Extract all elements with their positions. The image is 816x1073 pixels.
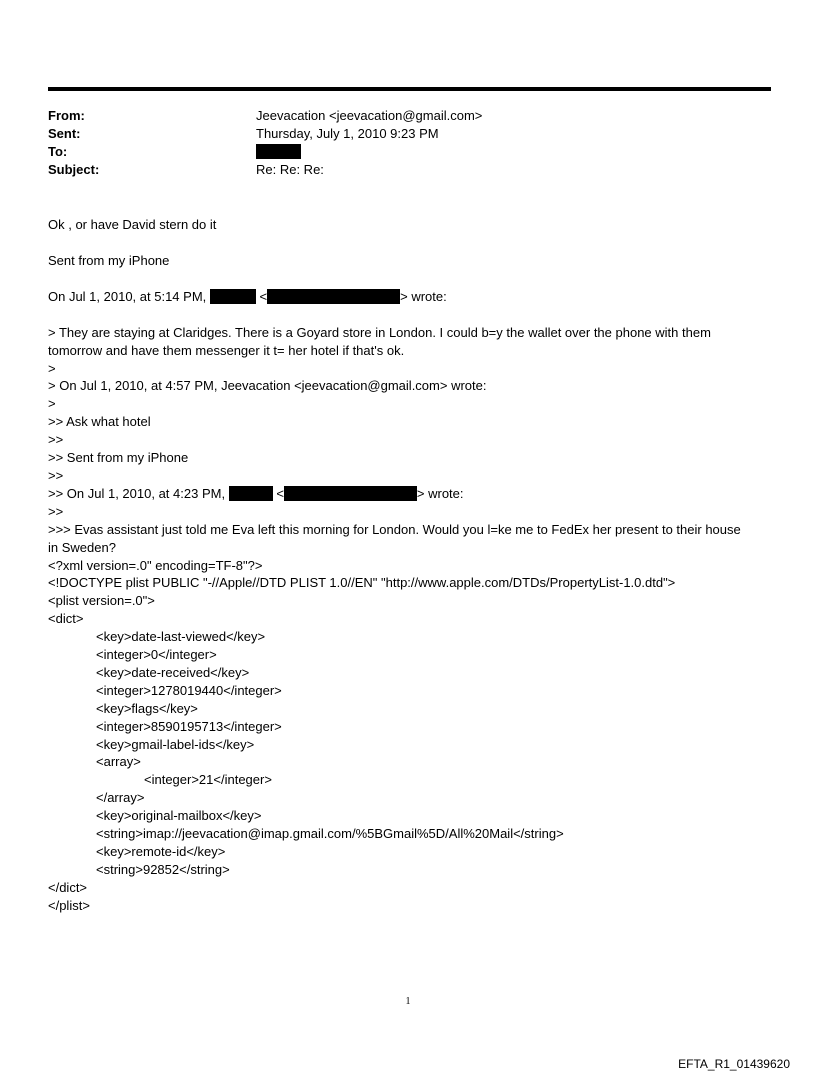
quoted-line: >> Ask what hotel xyxy=(48,414,151,430)
plist-line: <key>original-mailbox</key> xyxy=(96,808,262,824)
redaction-box xyxy=(284,486,417,501)
plist-line: </dict> xyxy=(48,879,88,895)
plist-block xyxy=(48,557,778,915)
redaction-box xyxy=(229,486,273,501)
redaction-box xyxy=(267,289,400,304)
sent-row xyxy=(48,125,768,143)
plist-line: <key>date-received</key> xyxy=(96,664,250,680)
subject-row xyxy=(48,161,768,179)
quoted-line: > They are staying at Claridges. There is a Goyard store in London. I could b=y the wallet over the phone with them xyxy=(48,324,711,340)
quoted-line: > xyxy=(48,360,56,376)
body-line: Ok , or have David stern do it xyxy=(48,217,217,232)
plist-line: <key>remote-id</key> xyxy=(96,844,226,859)
plist-line: <dict> xyxy=(48,611,84,627)
quoted-line: >>> Evas assistant just told me Eva left this morning for London. Would you l=ke me to FedEx her present to their house xyxy=(48,521,741,537)
quoted-line: > On Jul 1, 2010, at 4:57 PM, Jeevacation <jeevacation@gmail.com> wrote: xyxy=(48,378,487,394)
redaction-box xyxy=(256,144,301,159)
sent-value: Thursday, July 1, 2010 9:23 PM xyxy=(256,126,439,141)
plist-line: </plist> xyxy=(48,897,90,913)
email-header xyxy=(48,107,768,179)
quoted-line: >> xyxy=(48,503,64,519)
plist-line: <array> xyxy=(96,754,141,770)
quoted-line: in Sweden? xyxy=(48,539,116,555)
quoted-line: >> xyxy=(48,432,64,448)
plist-line: <string>92852</string> xyxy=(96,861,230,877)
from-value: Jeevacation <jeevacation@gmail.com> xyxy=(256,108,483,123)
subject-label: Subject: xyxy=(48,162,100,177)
header-rule xyxy=(48,87,771,91)
plist-line: <key>flags</key> xyxy=(96,700,198,716)
to-label: To: xyxy=(48,144,68,159)
document-id: EFTA_R1_01439620 xyxy=(678,1057,790,1071)
plist-line: <string>imap://jeevacation@imap.gmail.com/%5BGmail%5D/All%20Mail</string> xyxy=(96,826,564,842)
to-row xyxy=(48,143,768,161)
plist-line: <integer>21</integer> xyxy=(144,772,272,788)
plist-line: <integer>8590195713</integer> xyxy=(96,718,282,734)
plist-line: <key>gmail-label-ids</key> xyxy=(96,736,255,752)
page-number: 1 xyxy=(405,996,411,1007)
email-body xyxy=(48,216,778,915)
sent-label: Sent: xyxy=(48,126,81,141)
from-row xyxy=(48,107,768,125)
subject-value: Re: Re: Re: xyxy=(256,162,324,177)
quoted-line: tomorrow and have them messenger it t= her hotel if that's ok. xyxy=(48,342,405,358)
plist-line: <integer>1278019440</integer> xyxy=(96,682,282,698)
plist-line: <?xml version=.0" encoding=TF-8"?> xyxy=(48,557,263,573)
plist-line: <!DOCTYPE plist PUBLIC "-//Apple//DTD PLIST 1.0//EN" "http://www.apple.com/DTDs/PropertyList-1.0.dtd"> xyxy=(48,575,676,591)
from-label: From: xyxy=(48,108,85,123)
plist-line: <integer>0</integer> xyxy=(96,647,217,663)
quoted-line: > xyxy=(48,396,56,412)
plist-line: <key>date-last-viewed</key> xyxy=(96,629,266,645)
redaction-box xyxy=(210,289,256,304)
quote-header-line: On Jul 1, 2010, at 5:14 PM, < > wrote: xyxy=(48,288,447,304)
body-line: Sent from my iPhone xyxy=(48,252,170,268)
quoted-line: >> xyxy=(48,467,64,483)
plist-line: </array> xyxy=(96,790,145,806)
quote-header-line: >> On Jul 1, 2010, at 4:23 PM, < > wrote: xyxy=(48,485,464,501)
plist-line: <plist version=.0"> xyxy=(48,593,155,609)
quoted-line: >> Sent from my iPhone xyxy=(48,450,189,466)
